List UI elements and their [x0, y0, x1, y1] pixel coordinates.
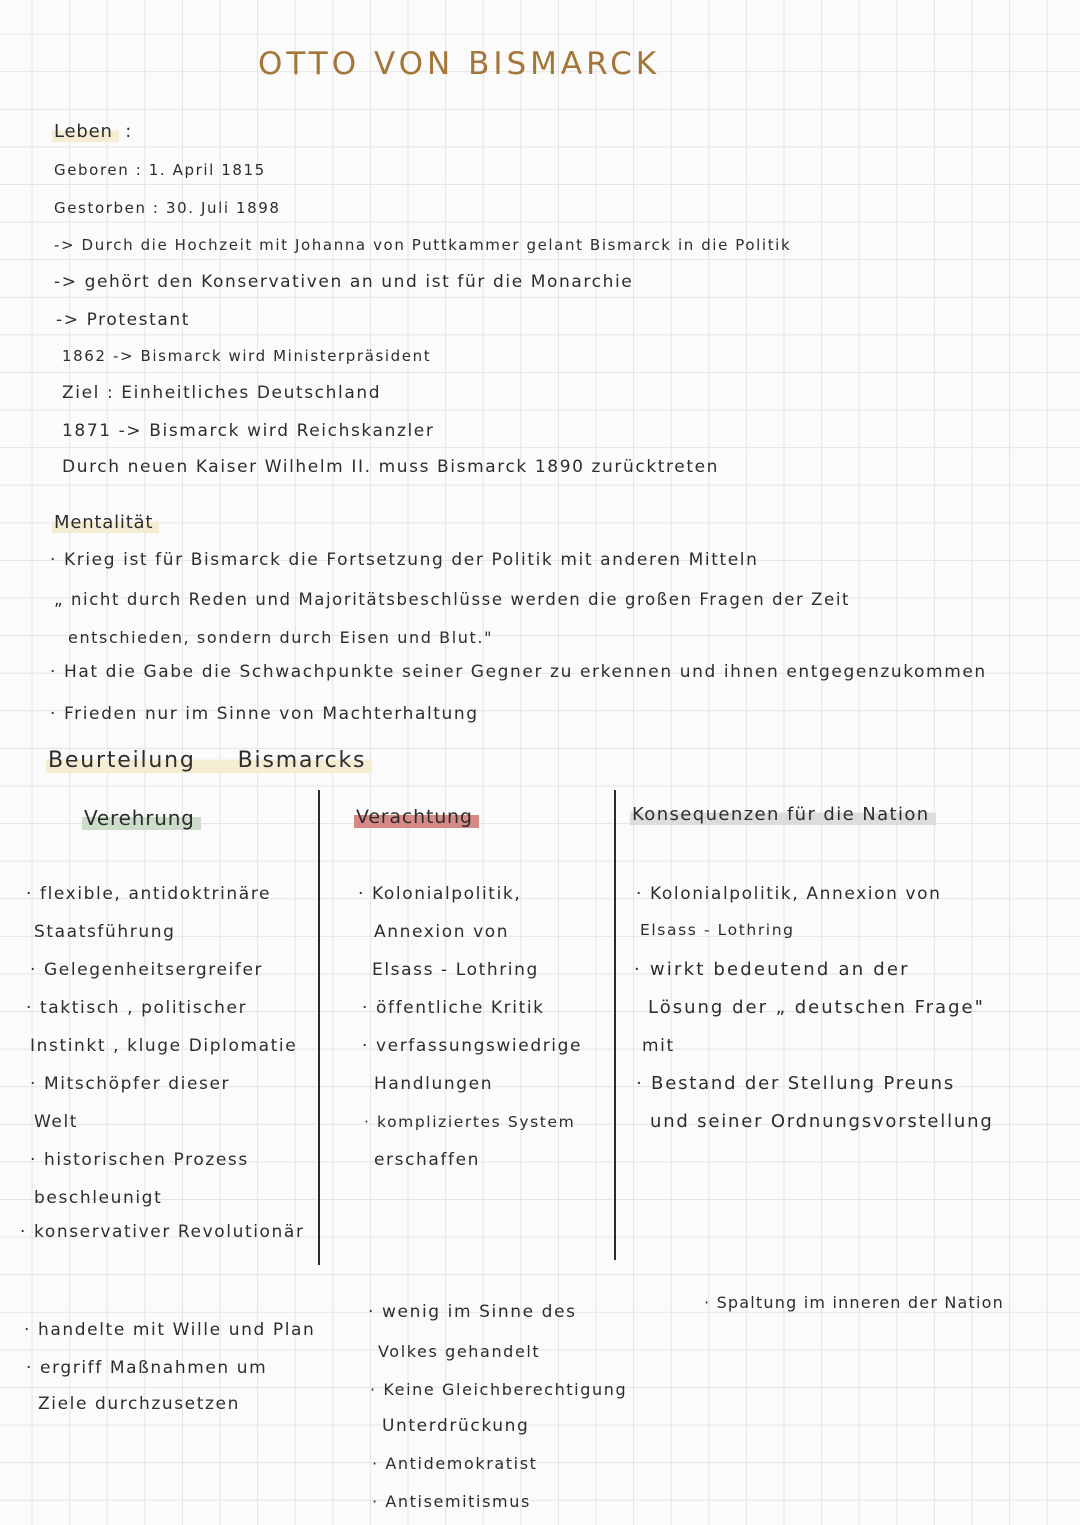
verehrung-item: Welt [34, 1112, 79, 1132]
verachtung-item: · öffentliche Kritik [362, 998, 545, 1018]
verachtung-extra-item: · Antidemokratist [372, 1454, 538, 1473]
verehrung-item: Instinkt , kluge Diplomatie [30, 1036, 298, 1056]
leben-line-gestorben: Gestorben : 30. Juli 1898 [54, 199, 281, 217]
leben-line-ziel: Ziel : Einheitliches Deutschland [62, 383, 382, 403]
leben-line-ruecktritt: Durch neuen Kaiser Wilhelm II. muss Bismarck 1890 zurücktreten [62, 457, 720, 477]
verehrung-extra-item: · ergriff Maßnahmen um [26, 1358, 268, 1378]
leben-heading-colon: : [125, 121, 133, 142]
verachtung-item: Elsass - Lothring [372, 960, 539, 980]
konsequenzen-item: mit [642, 1036, 675, 1056]
mentalitaet-heading-text: Mentalität [52, 512, 159, 533]
column-divider-2 [614, 790, 616, 1260]
verachtung-title: Verachtung [354, 806, 479, 828]
verachtung-extra-item: · wenig im Sinne des [368, 1302, 577, 1322]
verachtung-item: · verfassungswiedrige [362, 1036, 583, 1056]
verehrung-item: · Gelegenheitsergreifer [30, 960, 264, 980]
mentalitaet-line-zitat-2: entschieden, sondern durch Eisen und Blut." [68, 628, 494, 647]
konsequenzen-item: · Bestand der Stellung Preuns [636, 1073, 956, 1094]
beurteilung-heading-word-2: Bismarcks [236, 748, 373, 773]
verehrung-extra-item: · handelte mit Wille und Plan [24, 1320, 316, 1340]
beurteilung-heading-word-1: Beurteilung [46, 748, 236, 773]
verachtung-item: Handlungen [374, 1074, 494, 1094]
konsequenzen-extra-item: · Spaltung im inneren der Nation [704, 1293, 1005, 1312]
leben-line-1871: 1871 -> Bismarck wird Reichskanzler [62, 421, 435, 441]
verehrung-item: · taktisch , politischer [26, 998, 248, 1018]
verachtung-extra-item: Unterdrückung [382, 1416, 530, 1436]
leben-heading-text: Leben [52, 121, 119, 142]
verehrung-item: · Mitschöpfer dieser [30, 1074, 231, 1094]
mentalitaet-line-zitat-1: „ nicht durch Reden und Majoritätsbeschlüsse werden die großen Fragen der Zeit [54, 590, 851, 609]
verachtung-extra-item: Volkes gehandelt [378, 1342, 541, 1361]
konsequenzen-item: Elsass - Lothring [640, 921, 795, 939]
verehrung-extra-item: Ziele durchzusetzen [38, 1394, 240, 1414]
section-heading-leben [52, 121, 132, 142]
verachtung-extra-item: · Antisemitismus [372, 1492, 531, 1511]
leben-line-konservativ: -> gehört den Konservativen an und ist für die Monarchie [54, 272, 634, 292]
konsequenzen-title: Konsequenzen für die Nation [630, 804, 936, 825]
column-divider-1 [318, 790, 320, 1265]
page-title: OTTO VON BISMARCK [258, 46, 661, 82]
verehrung-item: beschleunigt [34, 1188, 163, 1208]
mentalitaet-line-krieg: · Krieg ist für Bismarck die Fortsetzung der Politik mit anderen Mitteln [50, 550, 759, 570]
column-header-verehrung [82, 806, 201, 830]
section-heading-beurteilung [46, 748, 372, 773]
leben-line-1862: 1862 -> Bismarck wird Ministerpräsident [62, 347, 432, 365]
konsequenzen-item: · Kolonialpolitik, Annexion von [636, 884, 942, 904]
konsequenzen-item: Lösung der „ deutschen Frage" [648, 997, 985, 1018]
verachtung-item: erschaffen [374, 1150, 481, 1170]
verehrung-item: · flexible, antidoktrinäre [26, 884, 272, 904]
verehrung-item: · historischen Prozess [30, 1150, 249, 1170]
verachtung-item: · kompliziertes System [364, 1113, 576, 1131]
leben-line-geboren: Geboren : 1. April 1815 [54, 161, 266, 179]
verachtung-item: Annexion von [374, 922, 510, 942]
leben-line-protestant: -> Protestant [56, 310, 191, 330]
column-header-konsequenzen [630, 804, 936, 825]
column-header-verachtung [354, 806, 479, 828]
verachtung-item: · Kolonialpolitik, [358, 884, 522, 904]
mentalitaet-line-gabe: · Hat die Gabe die Schwachpunkte seiner Gegner zu erkennen und ihnen entgegenzukommen [50, 662, 987, 682]
verehrung-title: Verehrung [82, 806, 201, 830]
mentalitaet-line-frieden: · Frieden nur im Sinne von Machterhaltung [50, 704, 479, 724]
section-heading-mentalitaet [52, 512, 159, 533]
leben-line-hochzeit: -> Durch die Hochzeit mit Johanna von Puttkammer gelant Bismarck in die Politik [54, 236, 792, 254]
verehrung-item: Staatsführung [34, 922, 176, 942]
konsequenzen-item: · wirkt bedeutend an der [634, 959, 910, 980]
verehrung-item: · konservativer Revolutionär [20, 1222, 305, 1242]
konsequenzen-item: und seiner Ordnungsvorstellung [650, 1111, 994, 1132]
verachtung-extra-item: · Keine Gleichberechtigung [370, 1380, 628, 1399]
